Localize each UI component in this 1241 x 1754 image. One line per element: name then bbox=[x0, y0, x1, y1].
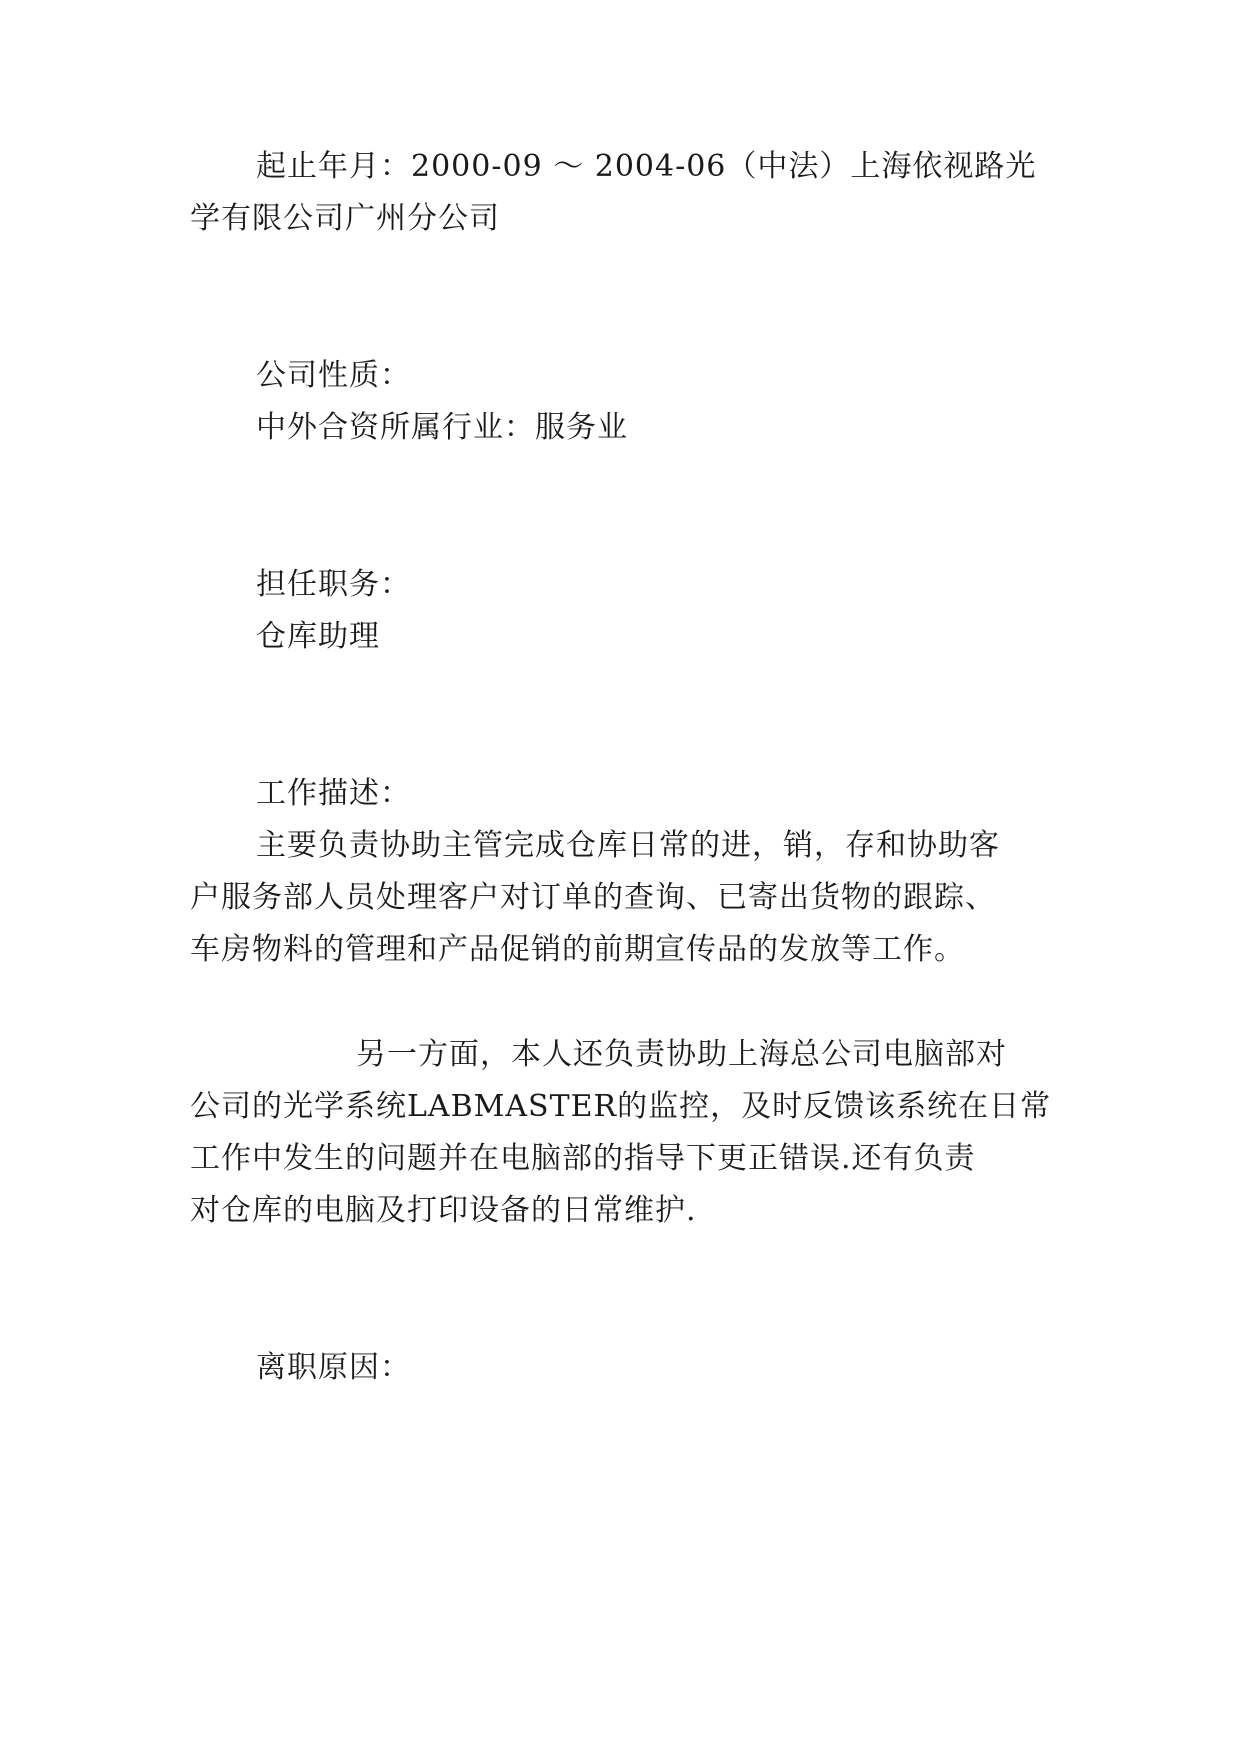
company-nature-label: 公司性质： bbox=[256, 358, 411, 393]
leave-reason-label: 离职原因： bbox=[256, 1350, 411, 1385]
job-description-p2-line-3: 工作中发生的问题并在电脑部的指导下更正错误.还有负责 bbox=[190, 1141, 976, 1176]
position-value: 仓库助理 bbox=[256, 619, 380, 654]
period-line-1: 起止年月：2000-09 ～ 2004-06（中法）上海依视路光 bbox=[256, 149, 1037, 184]
job-description-p2-line-1: 另一方面，本人还负责协助上海总公司电脑部对 bbox=[356, 1037, 1007, 1072]
company-nature-value: 中外合资所属行业：服务业 bbox=[256, 410, 628, 445]
period-line-2: 学有限公司广州分公司 bbox=[190, 201, 500, 236]
job-description-p2-line-4: 对仓库的电脑及打印设备的日常维护. bbox=[190, 1193, 697, 1228]
job-description-p1-line-2: 户服务部人员处理客户对订单的查询、已寄出货物的跟踪、 bbox=[190, 880, 996, 915]
job-description-label: 工作描述： bbox=[256, 776, 411, 811]
job-description-p1-line-1: 主要负责协助主管完成仓库日常的进，销，存和协助客 bbox=[256, 828, 1000, 863]
job-description-p1-line-3: 车房物料的管理和产品促销的前期宣传品的发放等工作。 bbox=[190, 932, 965, 967]
position-label: 担任职务： bbox=[256, 567, 411, 602]
job-description-p2-line-2: 公司的光学系统LABMASTER的监控，及时反馈该系统在日常 bbox=[190, 1089, 1052, 1124]
